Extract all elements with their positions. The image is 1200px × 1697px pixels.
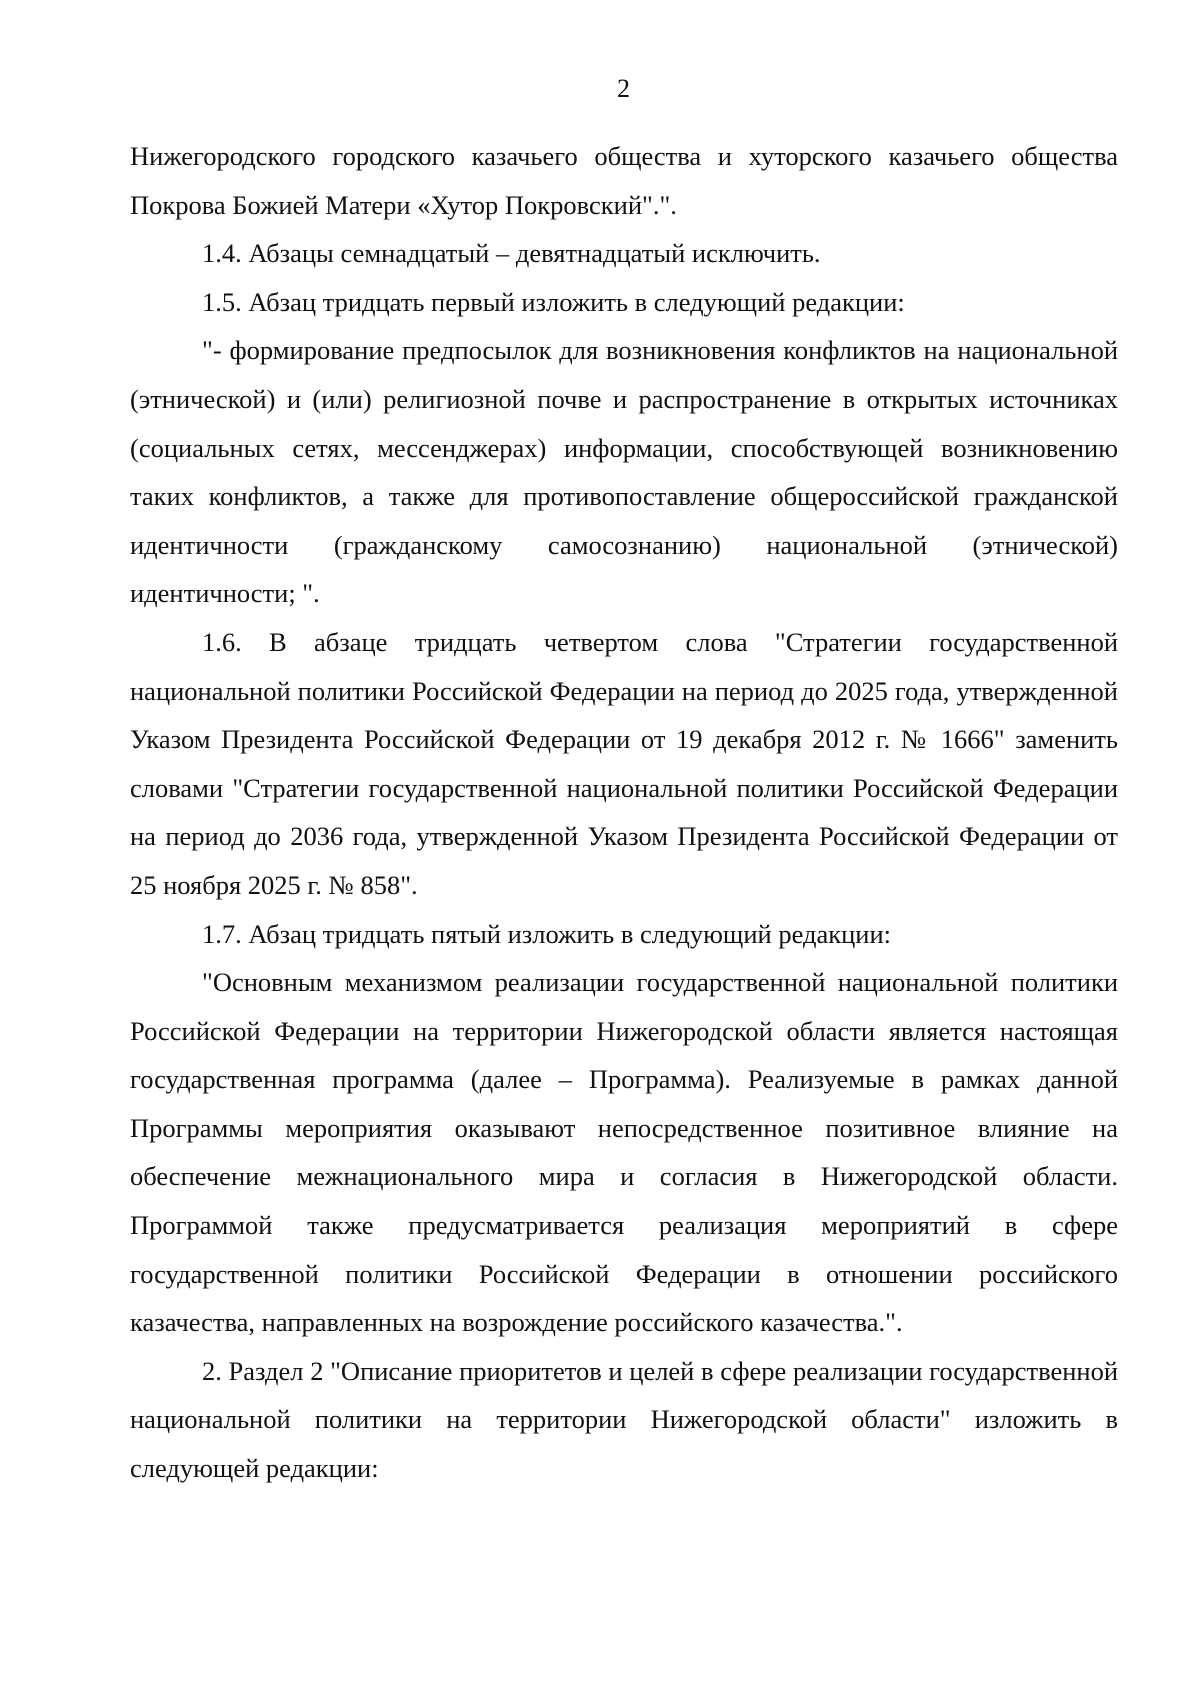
paragraph-1-5-quote: "- формирование предпосылок для возникновения конфликтов на национальной (этнической) и (или) религиозной почве и распространение в открытых источниках (социальных сетях, мессенджерах) информации, способствующей возникновению таких конфликтов, а также для противопоставление общероссийской гражданской идентичности (гражданскому самосознанию) национальной (этнической) идентичности; ". bbox=[130, 335, 1118, 609]
document-body bbox=[130, 132, 1118, 1493]
paragraph-2: 2. Раздел 2 "Описание приоритетов и целей в сфере реализации государственной национальной политики на территории Нижегородской области" изложить в следующей редакции: bbox=[130, 1355, 1118, 1484]
paragraph-continuation: Нижегородского городского казачьего общества и хуторского казачьего общества Покрова Божией Матери «Хутор Покровский".". bbox=[130, 141, 1118, 220]
paragraph-1-6: 1.6. В абзаце тридцать четвертом слова "Стратегии государственной национальной политики Российской Федерации на период до 2025 года, утвержденной Указом Президента Российской Федерации от 19 декабря 2012 г. № 1666" заменить словами "Стратегии государственной национальной политики Российской Федерации на период до 2036 года, утвержденной Указом Президента Российской Федерации от 25 ноября 2025 г. № 858". bbox=[130, 626, 1118, 900]
paragraph-1-4: 1.4. Абзацы семнадцатый – девятнадцатый исключить. bbox=[202, 238, 821, 269]
paragraph-1-7: 1.7. Абзац тридцать пятый изложить в следующий редакции: bbox=[202, 918, 892, 949]
page-number: 2 bbox=[617, 74, 630, 103]
paragraph-1-7-quote: "Основным механизмом реализации государственной национальной политики Российской Федерации на территории Нижегородской области является настоящая государственная программа (далее – Программа). Реализуемые в рамках данной Программы мероприятия оказывают непосредственное позитивное влияние на обеспечение межнационального мира и согласия в Нижегородской области. Программой также предусматривается реализация мероприятий в сфере государственной политики Российской Федерации в отношении российского казачества, направленных на возрождение российского казачества.". bbox=[130, 967, 1118, 1338]
paragraph-1-5: 1.5. Абзац тридцать первый изложить в следующий редакции: bbox=[202, 286, 905, 317]
